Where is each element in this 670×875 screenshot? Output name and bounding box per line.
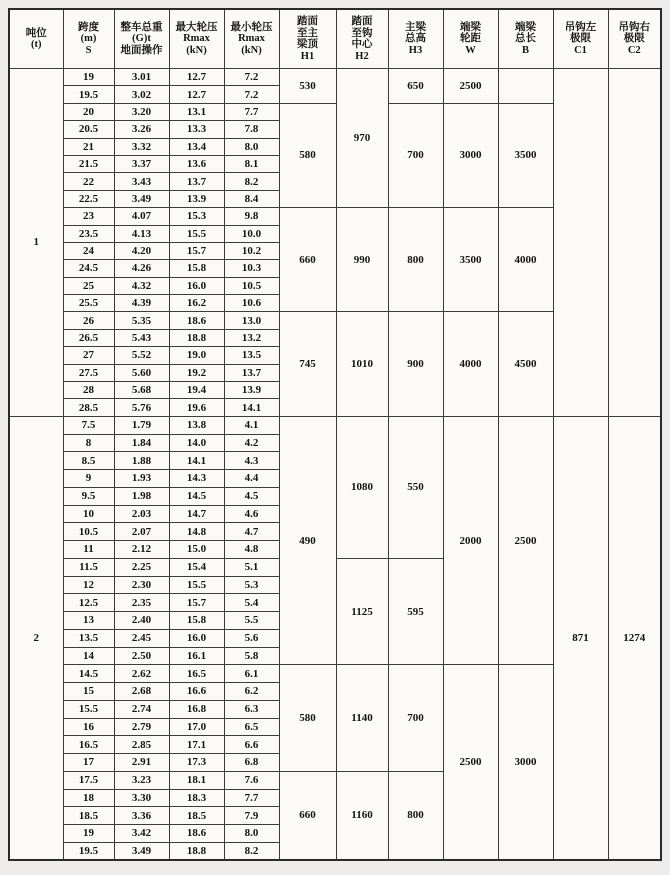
cell-rmax: 19.0 bbox=[169, 347, 224, 364]
cell-span: 24.5 bbox=[63, 260, 114, 277]
cell-rmax: 12.7 bbox=[169, 86, 224, 103]
cell-span: 20 bbox=[63, 103, 114, 120]
cell-span: 27 bbox=[63, 347, 114, 364]
cell-span: 16.5 bbox=[63, 736, 114, 754]
cell-weight: 3.43 bbox=[114, 173, 169, 190]
cell-weight: 2.74 bbox=[114, 700, 169, 718]
cell-rmin: 7.6 bbox=[224, 771, 279, 789]
cell-rmin: 6.5 bbox=[224, 718, 279, 736]
cell-span: 8.5 bbox=[63, 452, 114, 470]
cell-rmin: 6.1 bbox=[224, 665, 279, 683]
header-line: 吊钩右 bbox=[618, 21, 650, 33]
header-line: 整车总重 bbox=[120, 21, 163, 33]
cell-span: 9 bbox=[63, 470, 114, 488]
table-row bbox=[9, 69, 661, 86]
cell-span: 13 bbox=[63, 612, 114, 630]
cell-rmax: 18.8 bbox=[169, 329, 224, 346]
cell-rmax: 19.2 bbox=[169, 364, 224, 381]
header-line: (kN) bbox=[186, 44, 207, 56]
col-header-span bbox=[63, 9, 114, 69]
cell-weight: 4.20 bbox=[114, 242, 169, 259]
cell-b: 4500 bbox=[498, 312, 553, 416]
cell-weight: 2.07 bbox=[114, 523, 169, 541]
header-line: 踏面 bbox=[297, 16, 318, 27]
cell-rmin: 4.4 bbox=[224, 470, 279, 488]
cell-rmin: 4.2 bbox=[224, 434, 279, 452]
cell-h3: 700 bbox=[388, 665, 443, 772]
col-header-b bbox=[498, 9, 553, 69]
cell-tonnage: 2 bbox=[9, 416, 63, 860]
cell-rmax: 16.5 bbox=[169, 665, 224, 683]
cell-weight: 1.98 bbox=[114, 487, 169, 505]
cell-rmax: 14.0 bbox=[169, 434, 224, 452]
col-header-weight bbox=[114, 9, 169, 69]
cell-span: 10.5 bbox=[63, 523, 114, 541]
cell-rmin: 13.5 bbox=[224, 347, 279, 364]
cell-span: 12.5 bbox=[63, 594, 114, 612]
cell-span: 22 bbox=[63, 173, 114, 190]
cell-c2 bbox=[608, 69, 661, 417]
cell-rmax: 12.7 bbox=[169, 69, 224, 86]
cell-w: 4000 bbox=[443, 312, 498, 416]
header-line: H3 bbox=[408, 44, 423, 56]
cell-b: 3000 bbox=[498, 665, 553, 860]
cell-rmax: 15.7 bbox=[169, 242, 224, 259]
cell-weight: 3.26 bbox=[114, 121, 169, 138]
cell-span: 17.5 bbox=[63, 771, 114, 789]
header-line: 地面操作 bbox=[120, 44, 163, 56]
header-line: 端梁 bbox=[460, 21, 481, 33]
cell-span: 7.5 bbox=[63, 416, 114, 434]
cell-rmin: 5.6 bbox=[224, 629, 279, 647]
cell-weight: 3.37 bbox=[114, 155, 169, 172]
cell-weight: 3.36 bbox=[114, 807, 169, 825]
cell-span: 20.5 bbox=[63, 121, 114, 138]
cell-span: 15.5 bbox=[63, 700, 114, 718]
cell-rmin: 10.5 bbox=[224, 277, 279, 294]
cell-weight: 2.25 bbox=[114, 558, 169, 576]
cell-weight: 1.88 bbox=[114, 452, 169, 470]
cell-weight: 2.85 bbox=[114, 736, 169, 754]
cell-h1: 490 bbox=[279, 416, 336, 665]
cell-tonnage: 1 bbox=[9, 69, 63, 417]
header-line: 梁顶 bbox=[297, 39, 318, 50]
cell-rmin: 4.7 bbox=[224, 523, 279, 541]
header-line: (m) bbox=[80, 33, 97, 45]
cell-span: 26.5 bbox=[63, 329, 114, 346]
cell-span: 27.5 bbox=[63, 364, 114, 381]
cell-w: 3000 bbox=[443, 103, 498, 207]
header-line: S bbox=[85, 44, 92, 56]
cell-rmin: 8.0 bbox=[224, 138, 279, 155]
cell-rmax: 18.5 bbox=[169, 807, 224, 825]
cell-b bbox=[498, 69, 553, 104]
cell-c2: 1274 bbox=[608, 416, 661, 860]
header-line: 最小轮压 bbox=[230, 21, 273, 33]
cell-span: 26 bbox=[63, 312, 114, 329]
cell-rmax: 13.9 bbox=[169, 190, 224, 207]
cell-weight: 3.20 bbox=[114, 103, 169, 120]
cell-rmin: 8.2 bbox=[224, 173, 279, 190]
cell-rmin: 7.2 bbox=[224, 86, 279, 103]
cell-h3: 595 bbox=[388, 558, 443, 665]
cell-rmax: 15.4 bbox=[169, 558, 224, 576]
cell-b: 4000 bbox=[498, 208, 553, 312]
cell-rmin: 4.6 bbox=[224, 505, 279, 523]
cell-rmax: 17.0 bbox=[169, 718, 224, 736]
cell-span: 24 bbox=[63, 242, 114, 259]
cell-h3: 700 bbox=[388, 103, 443, 207]
cell-rmin: 8.4 bbox=[224, 190, 279, 207]
header-line: C2 bbox=[627, 44, 641, 56]
cell-rmax: 16.0 bbox=[169, 277, 224, 294]
cell-h3: 900 bbox=[388, 312, 443, 416]
cell-span: 23 bbox=[63, 208, 114, 225]
cell-rmax: 16.2 bbox=[169, 295, 224, 312]
cell-w: 3500 bbox=[443, 208, 498, 312]
cell-span: 10 bbox=[63, 505, 114, 523]
cell-w: 2000 bbox=[443, 416, 498, 665]
cell-h1: 580 bbox=[279, 103, 336, 207]
cell-weight: 2.40 bbox=[114, 612, 169, 630]
header-line: H1 bbox=[300, 50, 315, 62]
header-line: 吊钩左 bbox=[564, 21, 597, 33]
cell-rmin: 7.7 bbox=[224, 789, 279, 807]
cell-rmin: 4.8 bbox=[224, 541, 279, 559]
cell-rmax: 17.3 bbox=[169, 754, 224, 772]
cell-rmax: 18.6 bbox=[169, 312, 224, 329]
cell-weight: 2.12 bbox=[114, 541, 169, 559]
col-header-tonnage bbox=[9, 9, 63, 69]
cell-rmax: 15.7 bbox=[169, 594, 224, 612]
cell-c1: 871 bbox=[553, 416, 608, 860]
cell-span: 9.5 bbox=[63, 487, 114, 505]
cell-h2: 990 bbox=[336, 208, 388, 312]
table-body bbox=[9, 69, 661, 861]
cell-rmin: 5.5 bbox=[224, 612, 279, 630]
cell-weight: 3.32 bbox=[114, 138, 169, 155]
cell-weight: 1.79 bbox=[114, 416, 169, 434]
cell-rmax: 15.0 bbox=[169, 541, 224, 559]
header-line: Rmax bbox=[238, 33, 265, 45]
cell-rmin: 8.2 bbox=[224, 842, 279, 860]
cell-weight: 3.23 bbox=[114, 771, 169, 789]
cell-weight: 3.49 bbox=[114, 842, 169, 860]
cell-weight: 2.68 bbox=[114, 683, 169, 701]
cell-rmax: 18.1 bbox=[169, 771, 224, 789]
cell-weight: 3.42 bbox=[114, 825, 169, 843]
cell-h1: 745 bbox=[279, 312, 336, 416]
cell-rmax: 14.3 bbox=[169, 470, 224, 488]
col-header-rmin bbox=[224, 9, 279, 69]
col-header-rmax bbox=[169, 9, 224, 69]
cell-weight: 2.45 bbox=[114, 629, 169, 647]
cell-rmax: 15.3 bbox=[169, 208, 224, 225]
cell-span: 28 bbox=[63, 382, 114, 399]
cell-rmax: 15.8 bbox=[169, 260, 224, 277]
cell-b: 2500 bbox=[498, 416, 553, 665]
cell-rmin: 13.7 bbox=[224, 364, 279, 381]
cell-rmin: 5.4 bbox=[224, 594, 279, 612]
header-line: 极限 bbox=[623, 33, 645, 45]
header-line: (t) bbox=[31, 39, 42, 50]
cell-span: 19.5 bbox=[63, 86, 114, 103]
cell-h1: 660 bbox=[279, 771, 336, 860]
table-row bbox=[9, 416, 661, 434]
cell-rmin: 10.3 bbox=[224, 260, 279, 277]
cell-rmin: 4.5 bbox=[224, 487, 279, 505]
cell-span: 17 bbox=[63, 754, 114, 772]
cell-h2: 1080 bbox=[336, 416, 388, 558]
cell-rmax: 13.4 bbox=[169, 138, 224, 155]
cell-rmax: 18.8 bbox=[169, 842, 224, 860]
header-line: (G)t bbox=[132, 33, 151, 45]
cell-span: 11 bbox=[63, 541, 114, 559]
header-line: 轮距 bbox=[460, 33, 481, 45]
header-line: Rmax bbox=[183, 33, 210, 45]
cell-rmin: 13.2 bbox=[224, 329, 279, 346]
cell-weight: 3.30 bbox=[114, 789, 169, 807]
header-line: W bbox=[465, 44, 476, 56]
cell-rmin: 13.0 bbox=[224, 312, 279, 329]
cell-rmax: 16.1 bbox=[169, 647, 224, 665]
cell-weight: 1.93 bbox=[114, 470, 169, 488]
cell-b: 3500 bbox=[498, 103, 553, 207]
header-line: 总高 bbox=[405, 33, 426, 45]
cell-weight: 2.79 bbox=[114, 718, 169, 736]
cell-weight: 4.13 bbox=[114, 225, 169, 242]
col-header-h1 bbox=[279, 9, 336, 69]
cell-weight: 2.30 bbox=[114, 576, 169, 594]
cell-rmin: 6.6 bbox=[224, 736, 279, 754]
cell-rmax: 13.7 bbox=[169, 173, 224, 190]
cell-rmax: 15.8 bbox=[169, 612, 224, 630]
cell-rmin: 4.3 bbox=[224, 452, 279, 470]
cell-rmin: 5.1 bbox=[224, 558, 279, 576]
header-line: C1 bbox=[574, 44, 587, 56]
cell-rmax: 14.1 bbox=[169, 452, 224, 470]
header-line: (kN) bbox=[241, 44, 262, 56]
cell-span: 13.5 bbox=[63, 629, 114, 647]
cell-weight: 4.26 bbox=[114, 260, 169, 277]
header-line: 端梁 bbox=[515, 21, 536, 33]
cell-h1: 580 bbox=[279, 665, 336, 772]
cell-w: 2500 bbox=[443, 665, 498, 860]
header-line: B bbox=[521, 44, 529, 56]
cell-rmin: 6.2 bbox=[224, 683, 279, 701]
cell-span: 23.5 bbox=[63, 225, 114, 242]
cell-rmax: 14.8 bbox=[169, 523, 224, 541]
cell-h2: 1125 bbox=[336, 558, 388, 665]
cell-weight: 5.60 bbox=[114, 364, 169, 381]
cell-weight: 3.49 bbox=[114, 190, 169, 207]
cell-weight: 2.50 bbox=[114, 647, 169, 665]
cell-span: 11.5 bbox=[63, 558, 114, 576]
cell-rmax: 13.1 bbox=[169, 103, 224, 120]
cell-rmin: 4.1 bbox=[224, 416, 279, 434]
col-header-c1 bbox=[553, 9, 608, 69]
cell-w: 2500 bbox=[443, 69, 498, 104]
cell-rmax: 15.5 bbox=[169, 576, 224, 594]
cell-span: 14 bbox=[63, 647, 114, 665]
cell-rmax: 13.6 bbox=[169, 155, 224, 172]
cell-span: 22.5 bbox=[63, 190, 114, 207]
cell-weight: 3.01 bbox=[114, 69, 169, 86]
cell-span: 14.5 bbox=[63, 665, 114, 683]
cell-rmax: 19.6 bbox=[169, 399, 224, 416]
cell-rmax: 16.6 bbox=[169, 683, 224, 701]
cell-h2: 970 bbox=[336, 69, 388, 208]
header-line: 至钩 bbox=[351, 27, 373, 39]
header-row bbox=[9, 9, 661, 69]
cell-rmin: 6.3 bbox=[224, 700, 279, 718]
cell-rmin: 8.0 bbox=[224, 825, 279, 843]
cell-span: 16 bbox=[63, 718, 114, 736]
col-header-c2 bbox=[608, 9, 661, 69]
cell-span: 15 bbox=[63, 683, 114, 701]
cell-rmin: 9.8 bbox=[224, 208, 279, 225]
cell-span: 21.5 bbox=[63, 155, 114, 172]
cell-weight: 4.07 bbox=[114, 208, 169, 225]
cell-rmax: 13.3 bbox=[169, 121, 224, 138]
cell-h3: 800 bbox=[388, 208, 443, 312]
header-line: 至主 bbox=[297, 27, 318, 39]
cell-weight: 4.32 bbox=[114, 277, 169, 294]
cell-h2: 1140 bbox=[336, 665, 388, 772]
cell-weight: 2.62 bbox=[114, 665, 169, 683]
cell-rmin: 7.7 bbox=[224, 103, 279, 120]
cell-rmin: 7.8 bbox=[224, 121, 279, 138]
cell-weight: 4.39 bbox=[114, 295, 169, 312]
cell-rmax: 13.8 bbox=[169, 416, 224, 434]
cell-weight: 2.91 bbox=[114, 754, 169, 772]
cell-rmin: 5.8 bbox=[224, 647, 279, 665]
cell-h2: 1010 bbox=[336, 312, 388, 416]
cell-rmax: 19.4 bbox=[169, 382, 224, 399]
cell-h2: 1160 bbox=[336, 771, 388, 860]
cell-rmin: 13.9 bbox=[224, 382, 279, 399]
cell-rmin: 14.1 bbox=[224, 399, 279, 416]
cell-c1 bbox=[553, 69, 608, 417]
cell-rmax: 18.6 bbox=[169, 825, 224, 843]
cell-span: 21 bbox=[63, 138, 114, 155]
cell-span: 8 bbox=[63, 434, 114, 452]
cell-h3: 650 bbox=[388, 69, 443, 104]
cell-span: 19 bbox=[63, 69, 114, 86]
cell-rmin: 8.1 bbox=[224, 155, 279, 172]
cell-rmin: 5.3 bbox=[224, 576, 279, 594]
cell-rmax: 17.1 bbox=[169, 736, 224, 754]
cell-rmin: 6.8 bbox=[224, 754, 279, 772]
cell-rmin: 10.0 bbox=[224, 225, 279, 242]
cell-rmin: 10.6 bbox=[224, 295, 279, 312]
header-line: 吨位 bbox=[25, 27, 47, 39]
header-line: 中心 bbox=[351, 39, 373, 50]
cell-rmax: 14.7 bbox=[169, 505, 224, 523]
cell-span: 19 bbox=[63, 825, 114, 843]
cell-h3: 800 bbox=[388, 771, 443, 860]
cell-span: 18.5 bbox=[63, 807, 114, 825]
cell-rmin: 7.9 bbox=[224, 807, 279, 825]
cell-rmin: 7.2 bbox=[224, 69, 279, 86]
col-header-h3 bbox=[388, 9, 443, 69]
cell-weight: 5.68 bbox=[114, 382, 169, 399]
cell-span: 25.5 bbox=[63, 295, 114, 312]
cell-rmin: 10.2 bbox=[224, 242, 279, 259]
cell-weight: 2.03 bbox=[114, 505, 169, 523]
header-line: H2 bbox=[355, 50, 369, 62]
header-line: 极限 bbox=[570, 33, 591, 45]
cell-h1: 660 bbox=[279, 208, 336, 312]
cell-rmax: 16.0 bbox=[169, 629, 224, 647]
col-header-w bbox=[443, 9, 498, 69]
cell-weight: 5.35 bbox=[114, 312, 169, 329]
header-line: 踏面 bbox=[351, 16, 373, 27]
header-line: 跨度 bbox=[78, 21, 99, 33]
cell-rmax: 16.8 bbox=[169, 700, 224, 718]
crane-spec-table bbox=[8, 8, 662, 861]
cell-rmax: 15.5 bbox=[169, 225, 224, 242]
cell-span: 18 bbox=[63, 789, 114, 807]
cell-span: 19.5 bbox=[63, 842, 114, 860]
cell-weight: 5.52 bbox=[114, 347, 169, 364]
cell-h1: 530 bbox=[279, 69, 336, 104]
col-header-h2 bbox=[336, 9, 388, 69]
cell-weight: 5.43 bbox=[114, 329, 169, 346]
header-line: 主梁 bbox=[405, 21, 426, 33]
cell-span: 25 bbox=[63, 277, 114, 294]
header-line: 最大轮压 bbox=[175, 21, 218, 33]
cell-rmax: 14.5 bbox=[169, 487, 224, 505]
cell-weight: 1.84 bbox=[114, 434, 169, 452]
spec-sheet bbox=[8, 8, 662, 861]
cell-rmax: 18.3 bbox=[169, 789, 224, 807]
cell-weight: 3.02 bbox=[114, 86, 169, 103]
cell-span: 28.5 bbox=[63, 399, 114, 416]
cell-h3: 550 bbox=[388, 416, 443, 558]
cell-weight: 2.35 bbox=[114, 594, 169, 612]
header-line: 总长 bbox=[515, 33, 536, 45]
cell-span: 12 bbox=[63, 576, 114, 594]
cell-weight: 5.76 bbox=[114, 399, 169, 416]
